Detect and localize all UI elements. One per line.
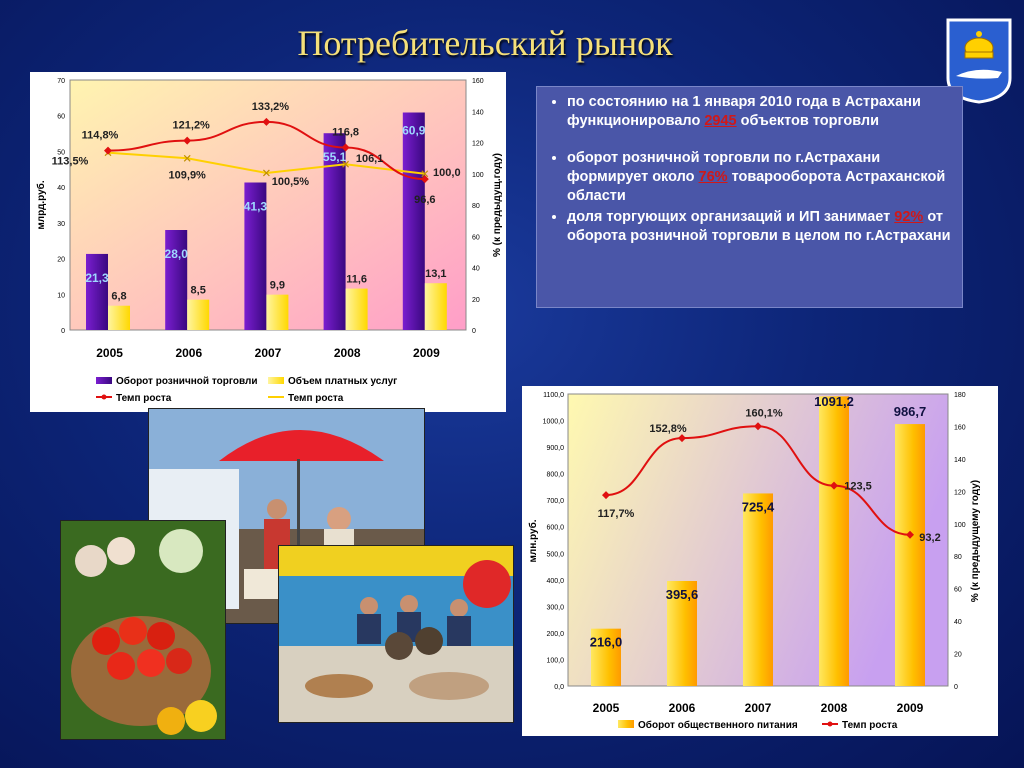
c1-ytick: 0 [61, 328, 65, 335]
c2-y2tick: 60 [954, 586, 962, 594]
c1-legend-rate-red: Темп роста [116, 393, 172, 404]
c1-xtick: 2009 [413, 346, 440, 360]
c2-y2tick: 140 [954, 456, 966, 464]
bullet-retail-share: • оборот розничной торговли по г.Астрахани формирует около 76% товарооборота Астраханской области [567, 149, 952, 206]
c2-line-red-label: 117,7% [597, 508, 635, 521]
c2-y2tick: 180 [954, 392, 966, 399]
c2-bar-catering-label: 395,6 [665, 586, 699, 602]
c2-ytick: 700,0 [546, 498, 564, 506]
c2-ylabel: млн.руб. [528, 519, 539, 563]
c2-y2tick: 0 [954, 684, 958, 691]
c1-line-red-label: 114,8% [81, 129, 119, 142]
c1-y2tick: 20 [472, 296, 480, 304]
c1-bar-services-label: 11,6 [346, 273, 368, 286]
c1-bar-services-label: 6,8 [111, 290, 127, 303]
c2-bar-catering-label: 216,0 [589, 634, 623, 650]
c2-bar-catering-label: 725,4 [741, 499, 775, 515]
c2-bar-catering [743, 493, 773, 686]
c1-bar-retail [403, 113, 425, 331]
c2-ytick: 800,0 [546, 471, 564, 479]
c1-bar-services [346, 289, 368, 330]
c1-y2label: % (к предыдущ.году) [492, 153, 503, 257]
c1-ylabel: млрд.руб. [36, 180, 47, 230]
c2-ytick: 500,0 [546, 551, 564, 559]
c2-line-red-label: 160,1% [745, 407, 783, 420]
c1-legend-retail: Оборот розничной торговли [116, 376, 258, 387]
c2-ytick: 900,0 [546, 445, 564, 453]
c1-bar-retail-label: 41,3 [243, 199, 268, 214]
c2-y2tick: 20 [954, 651, 962, 659]
c1-y2tick: 80 [472, 203, 480, 210]
c2-ytick: 300,0 [546, 604, 564, 612]
c1-y2tick: 100 [472, 171, 484, 179]
c2-line-red-label: 152,8% [649, 423, 687, 436]
c1-legend-rate-yellow: Темп роста [288, 393, 344, 404]
c2-y2tick: 80 [954, 554, 962, 562]
c1-line-yellow-label: 106,1 [355, 153, 384, 166]
c1-line-yellow-label: 100,5% [271, 175, 310, 188]
c1-ytick: 50 [57, 149, 65, 157]
c1-ytick: 40 [57, 185, 65, 193]
c1-y2tick: 60 [472, 234, 480, 242]
c1-bar-retail [86, 254, 108, 330]
c2-line-red-label: 123,5 [844, 480, 872, 493]
c1-bar-services-label: 13,1 [425, 268, 447, 281]
c1-line-red-label: 116,8 [332, 126, 360, 139]
c1-ytick: 70 [57, 78, 65, 85]
c1-line-red-label: 121,2% [172, 119, 210, 132]
c2-bar-catering-label: 1091,2 [814, 394, 854, 409]
c2-ytick: 600,0 [546, 524, 564, 532]
c2-bar-catering [895, 424, 925, 686]
c2-ytick: 1100,0 [543, 392, 564, 399]
c2-bar-catering-label: 986,7 [893, 404, 927, 420]
c1-xtick: 2005 [96, 346, 123, 360]
c1-y2tick: 120 [472, 140, 484, 148]
c1-bar-retail-label: 28,0 [164, 247, 188, 261]
bullet-organizations-share: • доля торгующих организаций и ИП занимает 92% от оборота розничной торговли в целом по г.Астрахани [567, 208, 952, 246]
c1-line-yellow-label: 109,9% [168, 169, 206, 182]
c1-line-red-label: 96,6 [414, 194, 436, 207]
c1-y2tick: 40 [472, 265, 480, 273]
fish-market-photo [278, 545, 514, 723]
c1-xtick: 2006 [175, 346, 203, 360]
c2-y2tick: 160 [954, 424, 966, 432]
c2-y2label: % (к предыдущему году) [970, 479, 981, 603]
c2-xtick: 2009 [896, 701, 924, 715]
c2-bar-catering [819, 396, 849, 686]
c1-bar-services [187, 300, 209, 330]
c2-legend [618, 719, 898, 731]
c1-bar-retail [165, 230, 187, 330]
c1-line-yellow-label: 100,0 [433, 166, 461, 179]
c2-xtick: 2006 [668, 701, 696, 715]
c2-legend-rate: Темп роста [842, 720, 898, 731]
c2-legend-catering: Оборот общественного питания [638, 720, 798, 731]
c1-xtick: 2008 [333, 346, 361, 360]
c1-ytick: 10 [57, 292, 65, 300]
c1-bar-services-label: 8,5 [190, 284, 206, 297]
c2-xtick: 2005 [592, 701, 620, 715]
c1-legend-services: Объем платных услуг [288, 376, 398, 387]
c1-ytick: 20 [57, 256, 65, 264]
vegetables-photo [60, 520, 226, 740]
c1-bar-services [266, 295, 288, 330]
c1-bar-retail-label: 21,3 [85, 270, 109, 285]
c2-line-red-label: 93,2 [919, 531, 941, 544]
c2-ytick: 400,0 [546, 577, 564, 585]
catering-turnover-chart [522, 386, 998, 736]
c1-y2tick: 0 [472, 328, 476, 335]
c2-xtick: 2007 [744, 701, 772, 715]
c1-bar-retail-label: 60,9 [402, 123, 426, 138]
c2-ytick: 0,0 [554, 684, 564, 691]
c1-ytick: 30 [57, 220, 65, 228]
c1-bar-services-label: 9,9 [269, 279, 286, 292]
c2-ytick: 100,0 [546, 657, 564, 665]
c1-y2tick: 140 [472, 109, 484, 117]
c2-y2tick: 100 [954, 521, 966, 529]
c1-bar-services [425, 283, 447, 330]
c1-bar-retail-label: 55,1 [322, 150, 347, 165]
c1-y2tick: 160 [472, 78, 484, 85]
c1-line-yellow-label: 113,5% [51, 155, 89, 168]
retail-turnover-chart [30, 72, 506, 412]
info-panel [536, 86, 963, 308]
page-title: Потребительский рынок [297, 23, 673, 63]
c1-xtick: 2007 [254, 346, 282, 360]
c2-y2tick: 40 [954, 619, 962, 627]
c1-bar-services [108, 306, 130, 330]
bullet-objects: • по состоянию на 1 января 2010 года в Астрахани функционировало 2945 объектов торговли [567, 93, 952, 131]
c2-y2tick: 120 [954, 489, 966, 497]
c1-ytick: 60 [57, 113, 65, 121]
c2-xtick: 2008 [820, 701, 848, 715]
c1-line-red-label: 133,2% [251, 100, 290, 113]
c2-ytick: 1000,0 [542, 418, 564, 426]
c2-ytick: 200,0 [546, 630, 564, 638]
